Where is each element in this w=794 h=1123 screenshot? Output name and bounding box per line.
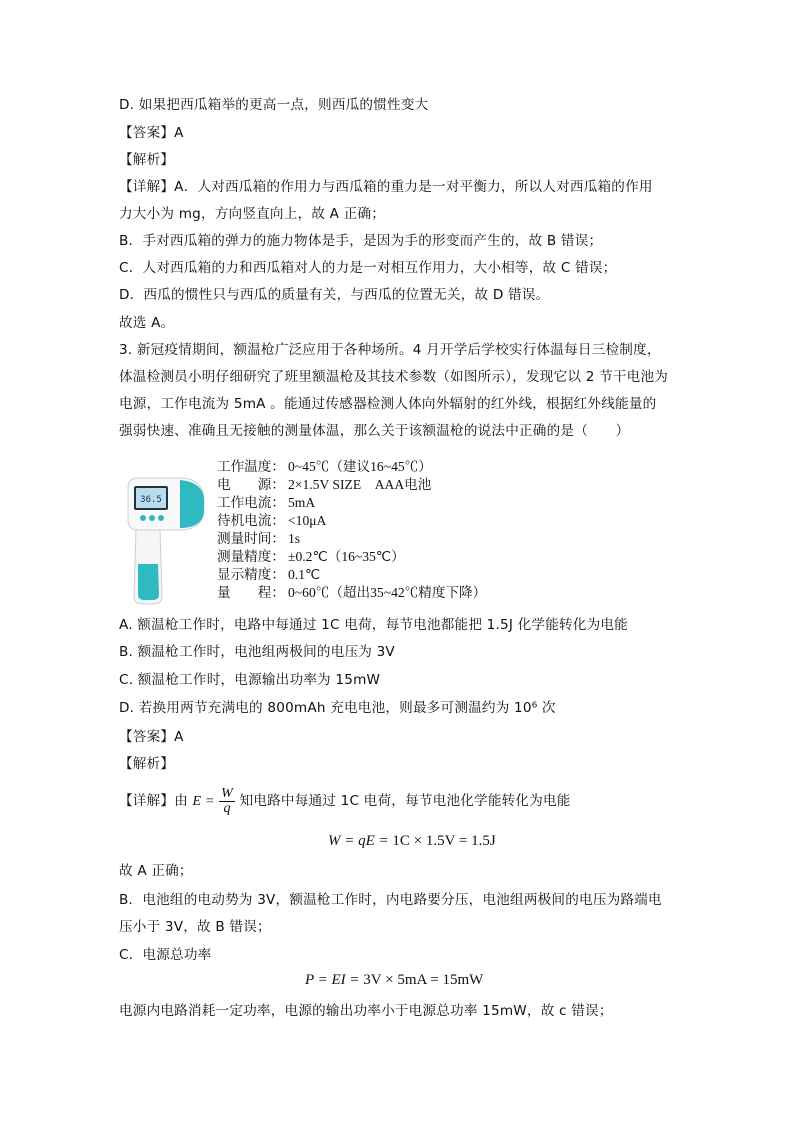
detail-line: 【详解】由 E = $\frac{W}{q}$ 知电路中每通过 1C 电荷，每节电池化学能转化为电能: [119, 785, 571, 816]
analysis-label: 【解析】: [119, 756, 175, 772]
text-line: B．电池组的电动势为 3V，额温枪工作时，内电路要分压，电池组两极间的电压为路端电: [119, 892, 662, 908]
question-stem: 体温检测员小明仔细研究了班里额温枪及其技术参数（如图所示），发现它以 2 节干电池为: [119, 369, 669, 385]
question-stem: 3. 新冠疫情期间，额温枪广泛应用于各种场所。4 月开学后学校实行体温每日三检制度，: [119, 342, 661, 358]
spec-row: 显示精度： 0.1℃: [217, 567, 321, 582]
text-line: C．电源总功率: [119, 947, 212, 963]
text-line: 【详解】A．人对西瓜箱的作用力与西瓜箱的重力是一对平衡力，所以人对西瓜箱的作用: [119, 179, 653, 195]
option-d: D. 若换用两节充满电的 800mAh 充电电池，则最多可测温约为 10⁶ 次: [119, 700, 556, 716]
spec-row: 待机电流： <10μA: [217, 513, 327, 528]
device-screen-reading: 36.5: [140, 495, 162, 505]
spec-row: 量 程： 0~60℃（超出35~42℃精度下降）: [217, 585, 487, 600]
text-line: B．手对西瓜箱的弹力的施力物体是手，是因为手的形变而产生的，故 B 错误；: [119, 233, 603, 249]
text-line: 压小于 3V，故 B 错误；: [119, 919, 271, 935]
text-line: 故选 A。: [119, 315, 175, 331]
question-stem: 强弱快速、准确且无接触的测量体温，那么关于该额温枪的说法中正确的是（ ）: [119, 423, 630, 439]
spec-row: 工作电流： 5mA: [217, 495, 316, 510]
answer-label: 【答案】A: [119, 729, 184, 745]
option-a: A. 额温枪工作时，电路中每通过 1C 电荷，每节电池都能把 1.5J 化学能转化为电能: [119, 617, 628, 633]
text-line: C．人对西瓜箱的力和西瓜箱对人的力是一对相互作用力，大小相等，故 C 错误；: [119, 260, 617, 276]
thermometer-gun-image: [122, 468, 208, 608]
option-c: C. 额温枪工作时，电源输出功率为 15mW: [119, 672, 381, 688]
text-line: D．西瓜的惯性只与西瓜的质量有关，与西瓜的位置无关，故 D 错误。: [119, 287, 550, 303]
spec-row: 电 源： 2×1.5V SIZE AAA电池: [217, 477, 432, 492]
option-b: B. 额温枪工作时，电池组两极间的电压为 3V: [119, 644, 395, 660]
question-stem: 电源，工作电流为 5mA 。能通过传感器检测人体向外辐射的红外线，根据红外线能量的: [119, 396, 657, 412]
equation-power: P = EI = 3V × 5mA = 15mW: [305, 972, 484, 988]
spec-row: 测量时间： 1s: [217, 531, 301, 546]
analysis-label: 【解析】: [119, 152, 175, 168]
text-line: 故 A 正确；: [119, 863, 193, 879]
equation-work: W = qE = 1C × 1.5V = 1.5J: [328, 833, 496, 849]
answer-label: 【答案】A: [119, 125, 184, 141]
text-line: 电源内电路消耗一定功率，电源的输出功率小于电源总功率 15mW，故 c 错误；: [119, 1003, 613, 1019]
text-line: 力大小为 mg，方向竖直向上，故 A 正确；: [119, 206, 386, 222]
fraction-w-over-q: $\frac{W}{q}$: [221, 785, 234, 816]
spec-row: 测量精度： ±0.2℃（16~35℃）: [217, 549, 405, 564]
spec-row: 工作温度： 0~45℃（建议16~45℃）: [217, 459, 432, 474]
text-line: D. 如果把西瓜箱举的更高一点，则西瓜的惯性变大: [119, 97, 429, 113]
